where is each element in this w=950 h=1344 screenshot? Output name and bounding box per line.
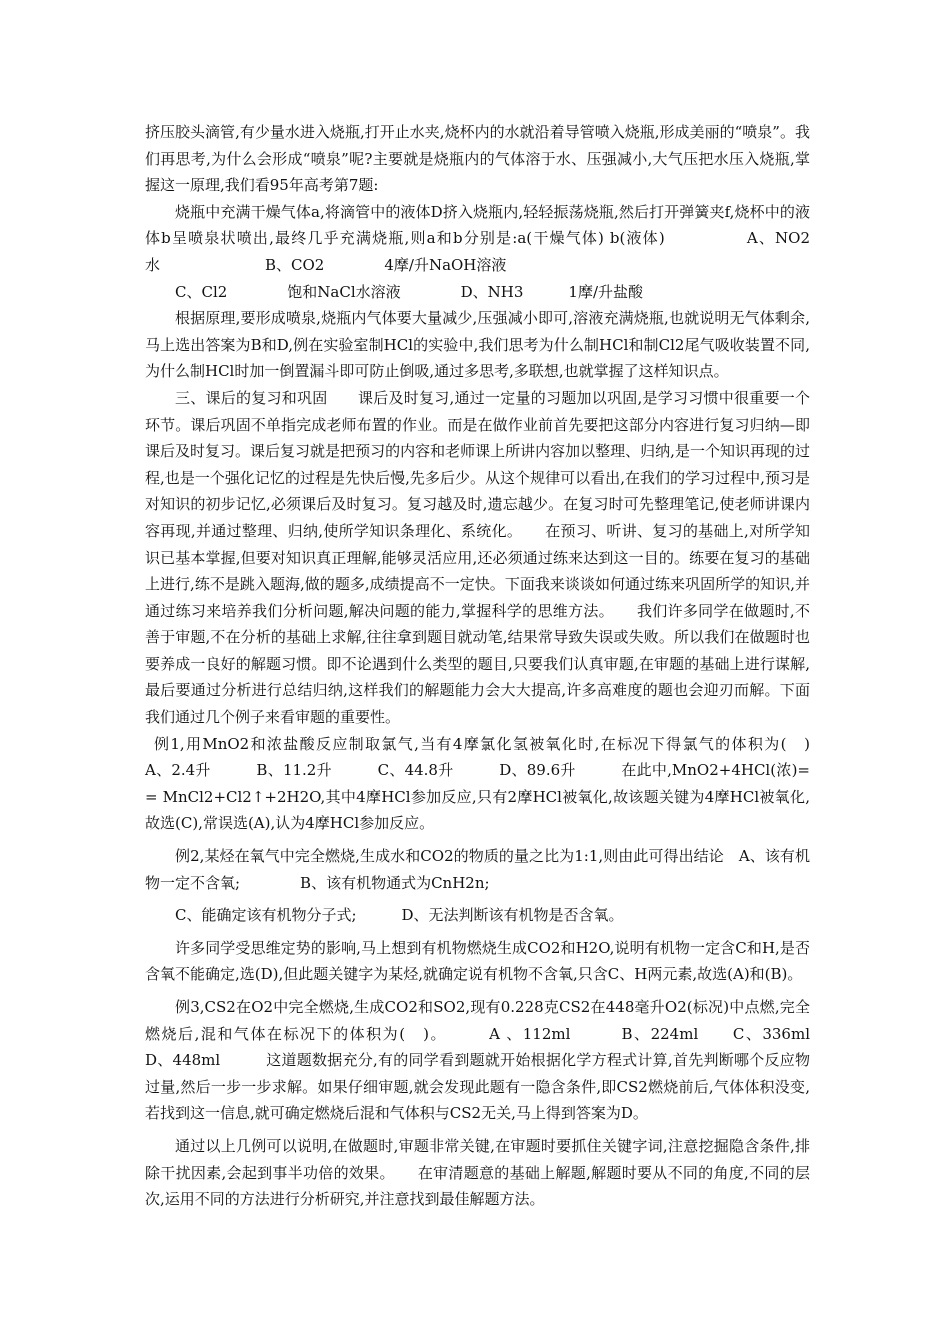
- paragraph-question-7-options: C、Cl2 饱和NaCl水溶液 D、NH3 1摩/升盐酸: [175, 282, 644, 301]
- paragraph-section-review: 三、课后的复习和巩固 课后及时复习,通过一定量的习题加以巩固,是学习习惯中很重要一个环节。课后巩固不单指完成老师布置的作业。而是在做作业前首先要把这部分内容进行复习归纳—即课后及时复习。课后复习就是把预习的内容和老师课上所讲内容加以整理、归纳,是一个知识再现的过程,也是一个强化记忆的过程是先快后慢,先多后少。从这个规律可以看出,在我们的学习过程中,预习是对知识的初步记忆,必须课后及时复习。复习越及时,遗忘越少。在复习时可先整理笔记,使老师讲课内容再现,并通过整理、归纳,使所学知识条理化、系统化。 在预习、听讲、复习的基础上,对所学知识已基本掌握,但要对知识真正理解,能够灵活应用,还必须通过练来达到这一目的。练要在复习的基础上进行,练不是跳入题海,做的题多,成绩提高不一定快。下面我来谈谈如何通过练来巩固所学的知识,并通过练习来培养我们分析问题,解决问题的能力,掌握科学的思维方法。 我们许多同学在做题时,不善于审题,不在分析的基础上求解,往往拿到题目就动笔,结果常导致失误或失败。所以我们在做题时也要养成一良好的解题习惯。即不论遇到什么类型的题目,只要我们认真审题,在审题的基础上进行谋解,最后要通过分析进行总结归纳,这样我们的解题能力会大大提高,许多高难度的题也会迎刃而解。下面我们通过几个例子来看审题的重要性。: [145, 388, 810, 727]
- paragraph-conclusion: 通过以上几例可以说明,在做题时,审题非常关键,在审题时要抓住关键字词,注意挖掘隐含条件,排除干扰因素,会起到事半功倍的效果。 在审清题意的基础上解题,解题时要从不同的角度,不同的层次,运用不同的方法进行分析研究,并注意找到最佳解题方法。: [145, 1136, 810, 1209]
- paragraph-fountain-analysis: 根据原理,要形成喷泉,烧瓶内气体要大量减少,压强减小即可,溶液充满烧瓶,也就说明无气体剩余,马上选出答案为B和D,例在实验室制HCl的实验中,我们思考为什么制HCl和制Cl2尾气吸收装置不同,为什么制HCl时加一倒置漏斗即可防止倒吸,通过多思考,多联想,也就掌握了这样知识点。: [145, 309, 810, 381]
- paragraph-fountain-intro: 挤压胶头滴管,有少量水进入烧瓶,打开止水夹,烧杯内的水就沿着导管喷入烧瓶,形成美丽的“喷泉”。我们再思考,为什么会形成“喷泉”呢?主要就是烧瓶内的气体溶于水、压强减小,大气压把水压入烧瓶,掌握这一原理,我们看95年高考第7题:: [145, 123, 810, 195]
- document-body: [145, 119, 886, 1213]
- paragraph-example-2: 例2,某烃在氧气中完全燃烧,生成水和CO2的物质的量之比为1:1,则由此可得出结论 A、该有机物一定不含氧; B、该有机物通式为CnH2n;: [145, 847, 810, 892]
- paragraph-question-7: 烧瓶中充满干燥气体a,将滴管中的液体D挤入烧瓶内,轻轻振荡烧瓶,然后打开弹簧夹f,烧杯中的液体b呈喷泉状喷出,最终几乎充满烧瓶,则a和b分别是:a(干燥气体) b(液体) A、NO2 水 B、CO2 4摩/升NaOH溶液: [145, 202, 871, 274]
- paragraph-example-1: 例1,用MnO2和浓盐酸反应制取氯气,当有4摩氯化氢被氧化时,在标况下得氯气的体积为( ) A、2.4升 B、11.2升 C、44.8升 D、89.6升 在此中,MnO2+4HCl(浓)== MnCl2+Cl2↑+2H2O,其中4摩HCl参加反应,只有2摩HCl被氧化,故该题关键为4摩HCl被氧化,故选(C),常误选(A),认为4摩HCl参加反应。: [145, 734, 886, 833]
- paragraph-example-2-options: C、能确定该有机物分子式; D、无法判断该有机物是否含氧。: [175, 906, 624, 925]
- paragraph-example-3: 例3,CS2在O2中完全燃烧,生成CO2和SO2,现有0.228克CS2在448毫升O2(标况)中点燃,完全燃烧后,混和气体在标况下的体积为( )。 A 、112ml B、224ml C、336ml D、448ml 这道题数据充分,有的同学看到题就开始根据化学方程式计算,首先判断哪个反应物过量,然后一步一步求解。如果仔细审题,就会发现此题有一隐含条件,即CS2燃烧前后,气体体积没变,若找到这一信息,就可确定燃烧后混和气体积与CS2无关,马上得到答案为D。: [145, 998, 856, 1123]
- paragraph-example-2-analysis: 许多同学受思维定势的影响,马上想到有机物燃烧生成CO2和H2O,说明有机物一定含C和H,是否含氧不能确定,选(D),但此题关键字为某烃,就确定说有机物不含氧,只含C、H两元素,故选(A)和(B)。: [145, 938, 810, 984]
